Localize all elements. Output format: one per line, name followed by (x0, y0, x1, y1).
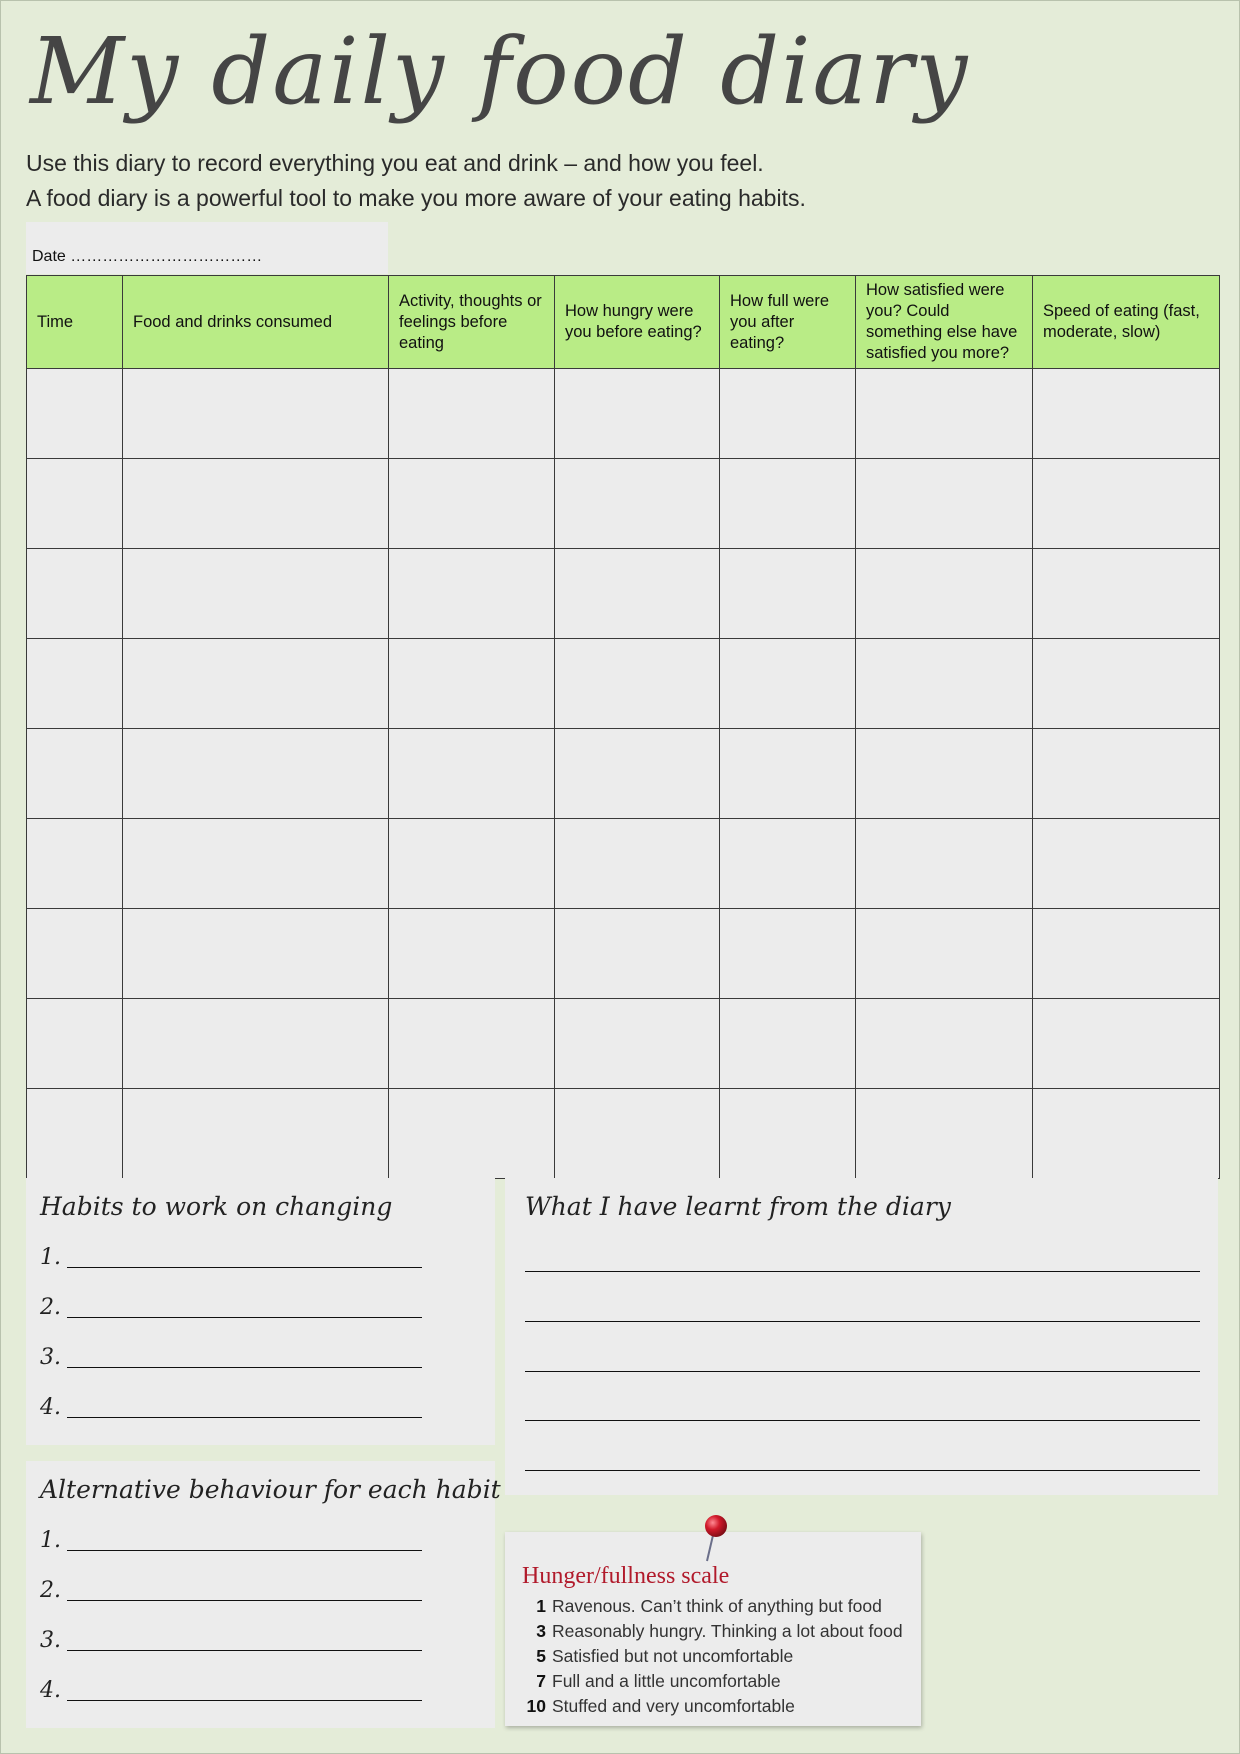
diary-cell[interactable] (1033, 819, 1220, 909)
header-hunger-before: How hungry were you before eating? (555, 276, 720, 369)
diary-cell[interactable] (27, 909, 123, 999)
diary-cell[interactable] (389, 999, 555, 1089)
diary-cell[interactable] (856, 369, 1033, 459)
scale-list (522, 1594, 903, 1719)
diary-cell[interactable] (856, 729, 1033, 819)
header-food-and-drinks: Food and drinks consumed (123, 276, 389, 369)
diary-cell[interactable] (555, 639, 720, 729)
header-satisfaction: How satisfied were you? Could something else have satisfied you more? (856, 276, 1033, 369)
diary-cell[interactable] (27, 639, 123, 729)
scale-level: 3 (536, 1621, 546, 1641)
diary-cell[interactable] (123, 999, 389, 1089)
diary-cell[interactable] (720, 819, 856, 909)
diary-cell[interactable] (555, 549, 720, 639)
diary-cell[interactable] (389, 909, 555, 999)
header-time: Time (27, 276, 123, 369)
scale-description: Satisfied but not uncomfortable (552, 1646, 794, 1666)
diary-cell[interactable] (389, 369, 555, 459)
table-row (27, 819, 1220, 909)
habit-line-2[interactable] (40, 1290, 420, 1320)
alternative-number-4: 4. (40, 1678, 61, 1703)
diary-cell[interactable] (123, 909, 389, 999)
alternative-underline-3 (67, 1650, 422, 1651)
scale-item (522, 1694, 903, 1719)
diary-cell[interactable] (1033, 369, 1220, 459)
diary-cell[interactable] (27, 459, 123, 549)
diary-cell[interactable] (720, 459, 856, 549)
learnt-line-1[interactable] (525, 1271, 1200, 1272)
learnt-panel (505, 1178, 1218, 1495)
scale-description: Reasonably hungry. Thinking a lot about food (552, 1621, 903, 1641)
diary-cell[interactable] (555, 909, 720, 999)
habits-panel (26, 1178, 495, 1445)
alternative-underline-4 (67, 1700, 422, 1701)
diary-cell[interactable] (1033, 729, 1220, 819)
diary-cell[interactable] (555, 819, 720, 909)
learnt-line-5[interactable] (525, 1470, 1200, 1471)
intro-line-1: Use this diary to record everything you eat and drink – and how you feel. (26, 150, 764, 176)
alternative-underline-2 (67, 1600, 422, 1601)
diary-cell[interactable] (389, 1089, 555, 1179)
diary-cell[interactable] (720, 549, 856, 639)
scale-item (522, 1669, 903, 1694)
diary-cell[interactable] (27, 729, 123, 819)
diary-cell[interactable] (555, 369, 720, 459)
habit-number-2: 2. (40, 1295, 61, 1320)
alternative-number-3: 3. (40, 1628, 61, 1653)
diary-cell[interactable] (1033, 639, 1220, 729)
alternative-line-1[interactable] (40, 1523, 420, 1553)
diary-cell[interactable] (856, 909, 1033, 999)
scale-item (522, 1644, 903, 1669)
diary-cell[interactable] (1033, 1089, 1220, 1179)
habit-underline-4 (67, 1417, 422, 1418)
diary-cell[interactable] (389, 459, 555, 549)
learnt-line-3[interactable] (525, 1371, 1200, 1372)
scale-description: Full and a little uncomfortable (552, 1671, 781, 1691)
alternative-number-2: 2. (40, 1578, 61, 1603)
diary-cell[interactable] (555, 729, 720, 819)
diary-cell[interactable] (720, 369, 856, 459)
diary-cell[interactable] (720, 639, 856, 729)
diary-cell[interactable] (720, 729, 856, 819)
diary-cell[interactable] (27, 369, 123, 459)
page-title: My daily food diary (30, 18, 970, 125)
diary-cell[interactable] (720, 1089, 856, 1179)
diary-cell[interactable] (555, 459, 720, 549)
learnt-title: What I have learnt from the diary (525, 1192, 951, 1221)
alternative-line-2[interactable] (40, 1573, 420, 1603)
table-row (27, 1089, 1220, 1179)
scale-item (522, 1619, 903, 1644)
diary-cell[interactable] (123, 549, 389, 639)
diary-cell[interactable] (123, 729, 389, 819)
alternative-behaviour-panel (26, 1461, 501, 1728)
habit-line-3[interactable] (40, 1340, 420, 1370)
habit-number-3: 3. (40, 1345, 61, 1370)
scale-level: 7 (536, 1671, 546, 1691)
habit-underline-1 (67, 1267, 422, 1268)
diary-cell[interactable] (720, 999, 856, 1089)
diary-cell[interactable] (856, 639, 1033, 729)
habit-line-1[interactable] (40, 1240, 420, 1270)
scale-item (522, 1594, 903, 1619)
table-row (27, 549, 1220, 639)
learnt-line-2[interactable] (525, 1321, 1200, 1322)
diary-cell[interactable] (123, 459, 389, 549)
diary-cell[interactable] (856, 1089, 1033, 1179)
diary-cell[interactable] (123, 639, 389, 729)
table-row (27, 369, 1220, 459)
header-activity-thoughts: Activity, thoughts or feelings before eating (389, 276, 555, 369)
diary-cell[interactable] (389, 549, 555, 639)
date-field[interactable] (26, 222, 388, 274)
diary-cell[interactable] (555, 999, 720, 1089)
table-row (27, 639, 1220, 729)
diary-cell[interactable] (856, 549, 1033, 639)
alternative-line-3[interactable] (40, 1623, 420, 1653)
header-fullness-after: How full were you after eating? (720, 276, 856, 369)
diary-cell[interactable] (1033, 999, 1220, 1089)
habit-underline-3 (67, 1367, 422, 1368)
table-row (27, 459, 1220, 549)
scale-description: Stuffed and very uncomfortable (552, 1696, 795, 1716)
learnt-line-4[interactable] (525, 1420, 1200, 1421)
alternative-behaviour-title: Alternative behaviour for each habit (40, 1475, 501, 1504)
diary-cell[interactable] (123, 369, 389, 459)
scale-level: 10 (526, 1696, 546, 1716)
alternative-line-4[interactable] (40, 1673, 420, 1703)
date-label: Date ……………………………… (32, 248, 263, 265)
diary-cell[interactable] (1033, 459, 1220, 549)
alternative-underline-1 (67, 1550, 422, 1551)
habit-underline-2 (67, 1317, 422, 1318)
scale-description: Ravenous. Can’t think of anything but food (552, 1596, 882, 1616)
diary-cell[interactable] (27, 549, 123, 639)
push-pin-icon (695, 1513, 735, 1563)
table-body (27, 369, 1220, 1179)
diary-cell[interactable] (856, 459, 1033, 549)
intro-line-2: A food diary is a powerful tool to make you more aware of your eating habits. (26, 185, 806, 211)
header-speed-of-eating: Speed of eating (fast, moderate, slow) (1033, 276, 1220, 369)
diary-cell[interactable] (1033, 909, 1220, 999)
intro-text (26, 146, 806, 216)
diary-cell[interactable] (27, 819, 123, 909)
diary-cell[interactable] (123, 1089, 389, 1179)
diary-cell[interactable] (856, 819, 1033, 909)
food-diary-table (26, 275, 1220, 1179)
diary-cell[interactable] (720, 909, 856, 999)
diary-cell[interactable] (389, 729, 555, 819)
diary-cell[interactable] (27, 1089, 123, 1179)
habit-line-4[interactable] (40, 1390, 420, 1420)
diary-cell[interactable] (856, 999, 1033, 1089)
diary-cell[interactable] (389, 819, 555, 909)
diary-cell[interactable] (1033, 549, 1220, 639)
scale-title: Hunger/fullness scale (522, 1563, 730, 1589)
table-row (27, 909, 1220, 999)
table-row (27, 729, 1220, 819)
alternative-number-1: 1. (40, 1528, 61, 1553)
scale-level: 1 (536, 1596, 546, 1616)
habit-number-4: 4. (40, 1395, 61, 1420)
habit-number-1: 1. (40, 1245, 61, 1270)
table-row (27, 999, 1220, 1089)
table-header-row (27, 276, 1220, 369)
diary-cell[interactable] (555, 1089, 720, 1179)
diary-cell[interactable] (123, 819, 389, 909)
diary-cell[interactable] (27, 999, 123, 1089)
scale-level: 5 (536, 1646, 546, 1666)
diary-cell[interactable] (389, 639, 555, 729)
habits-title: Habits to work on changing (40, 1192, 393, 1221)
